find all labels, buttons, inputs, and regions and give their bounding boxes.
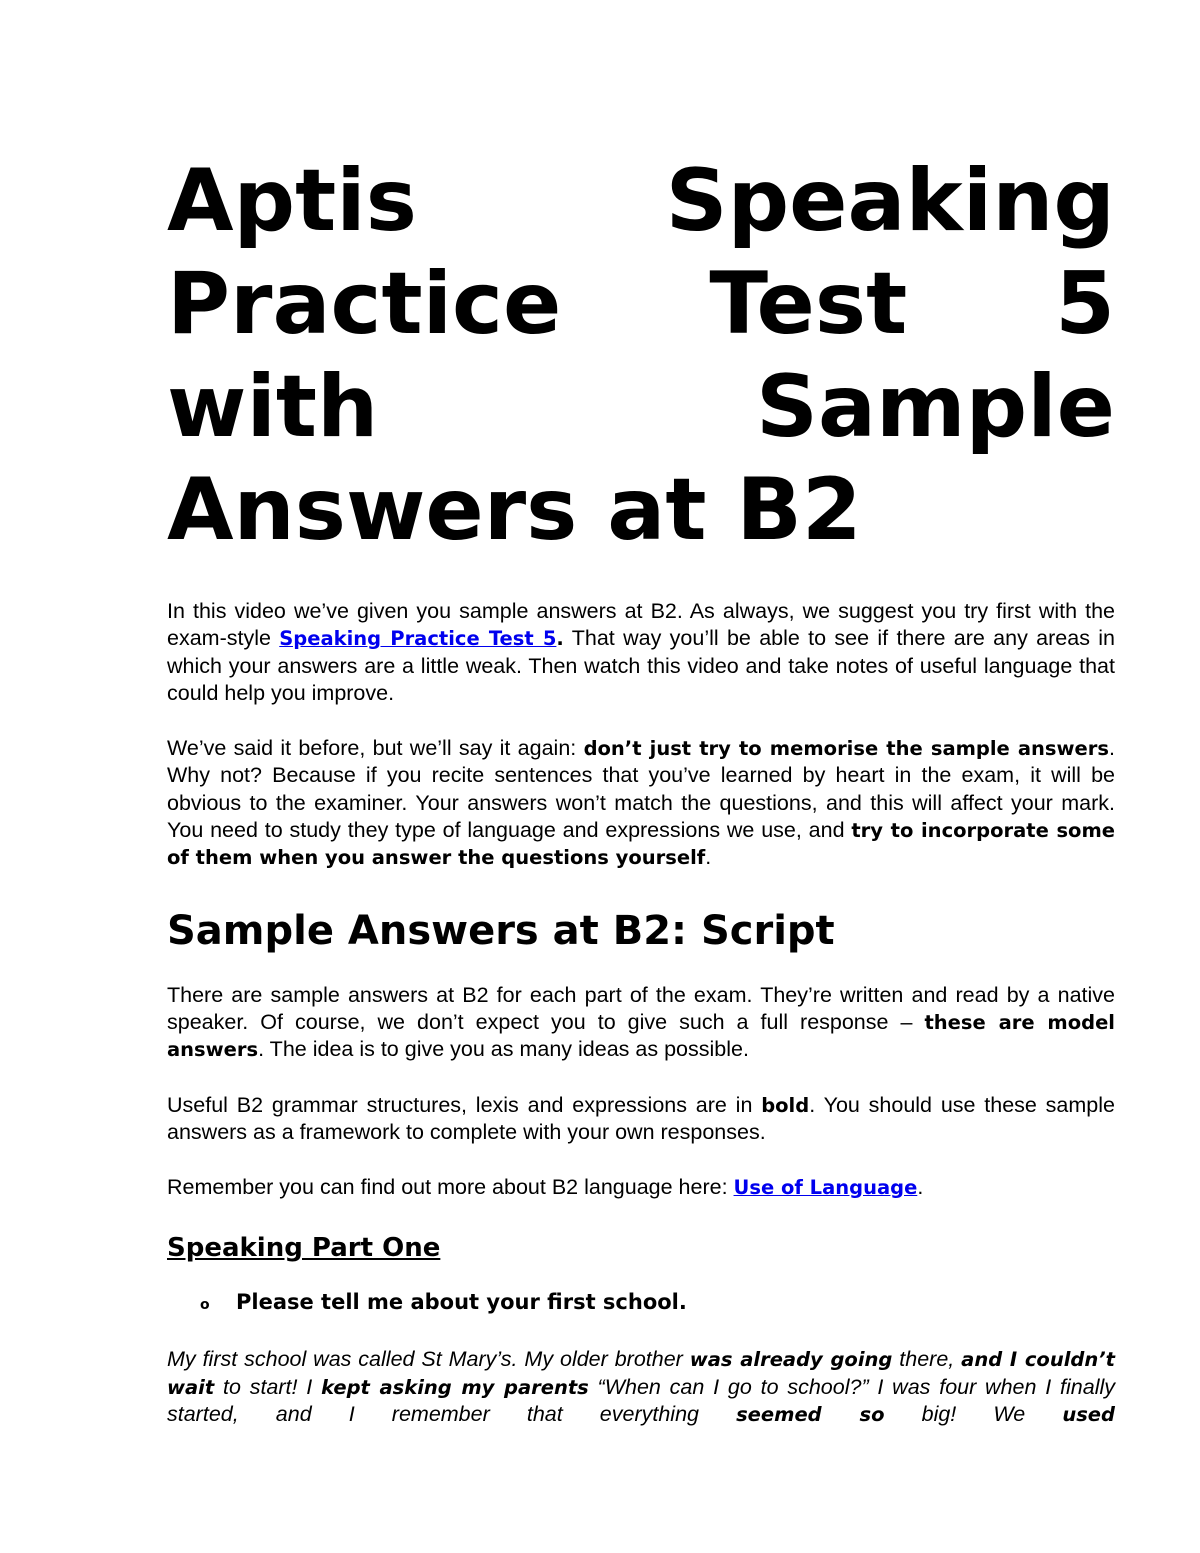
bold-memorise-warning: don’t just try to memorise the sample answers [583,737,1109,761]
intro-paragraph-1: In this video we’ve given you sample answers at B2. As always, we suggest you try first with the exam-style Speaking Practice Test 5. That way you’ll be able to see if there are any areas in which your answers are a little weak. Then watch this video and take notes of useful language that could help you improve. [167,599,1115,705]
title-line-1: Aptis Speaking [167,151,1115,251]
script-paragraph-3: Remember you can find out more about B2 language here: Use of Language. [167,1175,924,1200]
answer-bold-segment: seemed so [736,1403,885,1427]
document-title [167,150,1115,562]
question-text: Please tell me about your first school. [236,1290,687,1315]
title-line-3: with Sample [167,357,1115,457]
script-section-heading: Sample Answers at B2: Script [167,907,835,954]
answer-bold-segment: and I couldn’t wait [167,1348,1115,1399]
intro-paragraph-2: We’ve said it before, but we’ll say it again: don’t just try to memorise the sample answers. Why not? Because if you recite sentences that you’ve learned by heart in the exam, it will be obvious to the examiner. Your answers won’t match the questions, and this will affect your mark. You need to study they type of language and expressions we use, and try to incorporate some of them when you answer the questions yourself. [167,736,1115,870]
title-line-2: Practice Test 5 [167,254,1115,354]
answer-bold-segment: was already going [689,1348,893,1372]
answer-segment: big! We [884,1402,1063,1427]
bold-incorporate-advice: try to incorporate some of them when you answer the questions yourself [167,819,1115,870]
answer-segment: “When can I go to school?” I was four when I finally started, and I remember that everything [167,1374,1115,1427]
bold-model-answers: these are model answers [167,1010,1115,1062]
answer-bold-segment: kept asking my parents [321,1375,589,1399]
speaking-practice-test-5-link[interactable]: Speaking Practice Test 5 [279,627,557,651]
answer-segment: to start! I [214,1374,322,1399]
script-paragraph-1: There are sample answers at B2 for each part of the exam. They’re written and read by a native speaker. Of course, we don’t expect you to give such a full response – these are model answers. The idea is to give you as many ideas as possible. [167,982,1115,1062]
answer-segment: My first school was called St Mary’s. My older brother [167,1347,690,1372]
title-line-4: Answers at B2 [167,460,862,560]
bold-word: bold [761,1093,810,1117]
answer-bold-segment: used [1062,1403,1115,1427]
circle-bullet-icon: o [200,1297,210,1314]
question-item [167,1287,1115,1320]
answer-segment: there, [892,1347,962,1372]
document-content [167,150,1115,1428]
part-one-heading: Speaking Part One [167,1233,441,1264]
script-paragraph-2: Useful B2 grammar structures, lexis and expressions are in bold. You should use these sample answers as a framework to complete with your own responses. [167,1092,1115,1144]
use-of-language-link[interactable]: Use of Language [733,1176,918,1200]
sample-answer-paragraph [167,1346,1115,1428]
